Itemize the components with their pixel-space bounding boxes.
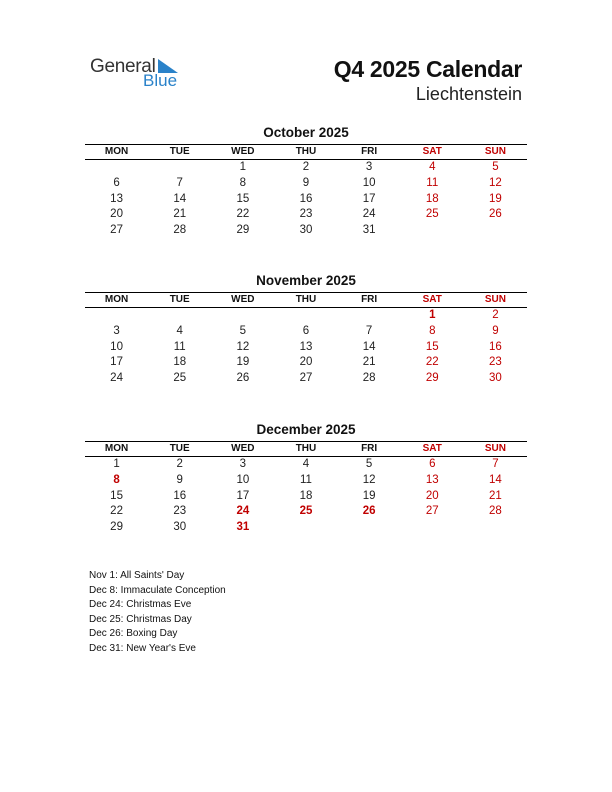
- day-cell: 18: [299, 489, 313, 502]
- weekday-sat: SAT: [422, 294, 442, 305]
- day-cell: 24: [236, 505, 250, 518]
- empty-day-cell: [464, 223, 527, 239]
- day-cell: 24: [110, 372, 123, 385]
- day-cell: 16: [173, 489, 187, 502]
- empty-day-cell: [148, 160, 211, 176]
- weekday-wed: WED: [231, 146, 255, 157]
- day-cell: 26: [236, 372, 250, 385]
- day-cell: 20: [299, 356, 313, 369]
- day-cell: 22: [110, 505, 123, 518]
- weekday-wed: WED: [231, 443, 255, 454]
- week-row: [85, 192, 527, 208]
- empty-day-cell: [85, 308, 148, 324]
- day-cell: 16: [489, 340, 502, 353]
- brand-word-general: General: [90, 56, 156, 77]
- day-cell: 18: [173, 356, 187, 369]
- day-cell: 27: [110, 224, 123, 237]
- week-row: [85, 207, 527, 223]
- day-cell: 28: [489, 505, 502, 518]
- day-cell: 1: [239, 161, 247, 173]
- day-cell: 1: [113, 458, 120, 470]
- weekday-mon: MON: [104, 443, 129, 454]
- day-cell: 13: [299, 340, 313, 353]
- week-row: [85, 308, 527, 324]
- day-cell: 9: [302, 176, 310, 189]
- day-cell: 5: [239, 324, 247, 337]
- day-cell: 5: [492, 161, 499, 173]
- day-cell: 27: [299, 372, 313, 385]
- day-cell: 4: [429, 161, 436, 173]
- day-cell: 18: [425, 192, 439, 205]
- day-cell: 14: [173, 192, 187, 205]
- week-row: [85, 520, 527, 536]
- week-row: [85, 504, 527, 520]
- month-december: [85, 421, 527, 536]
- empty-day-cell: [274, 520, 337, 536]
- empty-day-cell: [338, 308, 401, 324]
- day-cell: 2: [492, 309, 499, 321]
- day-cell: 15: [236, 192, 250, 205]
- weekday-tue: TUE: [169, 294, 190, 305]
- day-cell: 9: [492, 324, 499, 337]
- day-cell: 28: [173, 224, 187, 237]
- weekday-wed: WED: [231, 294, 255, 305]
- day-cell: 3: [239, 458, 247, 470]
- weekday-header-row: [85, 292, 527, 308]
- day-cell: 7: [492, 458, 499, 470]
- week-row: [85, 223, 527, 239]
- weekday-mon: MON: [104, 294, 129, 305]
- month-title: December 2025: [256, 422, 356, 437]
- weekday-mon: MON: [104, 146, 129, 157]
- holiday-list-item: Dec 25: Christmas Day: [89, 613, 192, 625]
- day-cell: 31: [362, 224, 376, 237]
- week-row: [85, 457, 527, 473]
- day-cell: 5: [365, 458, 373, 470]
- day-cell: 4: [302, 458, 310, 470]
- empty-day-cell: [274, 308, 337, 324]
- day-cell: 23: [299, 208, 313, 221]
- holiday-list-item: Dec 31: New Year's Eve: [89, 642, 196, 654]
- empty-day-cell: [211, 308, 274, 324]
- day-cell: 12: [362, 473, 376, 486]
- day-cell: 26: [362, 505, 376, 518]
- day-cell: 30: [299, 224, 313, 237]
- day-cell: 17: [110, 356, 123, 369]
- holiday-list-item: Dec 24: Christmas Eve: [89, 599, 192, 611]
- day-cell: 17: [236, 489, 250, 502]
- day-cell: 8: [113, 473, 120, 486]
- weekday-header-row: [85, 144, 527, 160]
- day-cell: 25: [299, 505, 313, 518]
- day-cell: 15: [110, 489, 123, 502]
- weekday-header-row: [85, 441, 527, 457]
- day-cell: 22: [425, 356, 439, 369]
- day-cell: 10: [236, 473, 250, 486]
- weekday-fri: FRI: [361, 294, 378, 305]
- day-cell: 8: [429, 324, 436, 337]
- day-cell: 2: [302, 161, 310, 173]
- day-cell: 13: [425, 473, 439, 486]
- weekday-thu: THU: [295, 146, 317, 157]
- day-cell: 3: [365, 161, 373, 173]
- empty-day-cell: [85, 160, 148, 176]
- day-cell: 6: [429, 458, 436, 470]
- day-cell: 15: [425, 340, 439, 353]
- day-cell: 8: [239, 176, 247, 189]
- day-cell: 6: [302, 324, 310, 337]
- week-row: [85, 489, 527, 505]
- day-cell: 13: [110, 192, 123, 205]
- day-cell: 22: [236, 208, 250, 221]
- week-row: [85, 176, 527, 192]
- day-cell: 25: [173, 372, 187, 385]
- page-title: Q4 2025 Calendar: [333, 56, 522, 82]
- day-cell: 28: [362, 372, 376, 385]
- day-cell: 24: [362, 208, 376, 221]
- empty-day-cell: [148, 308, 211, 324]
- weekday-sat: SAT: [422, 146, 442, 157]
- day-cell: 26: [489, 208, 502, 221]
- weekday-thu: THU: [295, 443, 317, 454]
- day-cell: 12: [489, 176, 502, 189]
- day-cell: 6: [113, 176, 120, 189]
- day-cell: 21: [173, 208, 187, 221]
- week-row: [85, 324, 527, 340]
- weekday-tue: TUE: [169, 443, 190, 454]
- day-cell: 4: [176, 324, 183, 337]
- empty-day-cell: [401, 223, 464, 239]
- weekday-sun: SUN: [484, 443, 506, 454]
- weekday-sat: SAT: [422, 443, 442, 454]
- day-cell: 25: [425, 208, 439, 221]
- day-cell: 7: [176, 176, 183, 189]
- month-title: October 2025: [263, 125, 349, 140]
- day-cell: 23: [489, 356, 502, 369]
- week-row: [85, 160, 527, 176]
- holiday-list-item: Dec 26: Boxing Day: [89, 628, 178, 640]
- day-cell: 20: [110, 208, 123, 221]
- empty-day-cell: [464, 520, 527, 536]
- day-cell: 11: [173, 340, 186, 353]
- day-cell: 1: [429, 309, 436, 321]
- holiday-list-item: Nov 1: All Saints' Day: [89, 570, 185, 581]
- week-row: [85, 340, 527, 356]
- month-title: November 2025: [256, 273, 356, 288]
- day-cell: 10: [362, 176, 376, 189]
- empty-day-cell: [338, 520, 401, 536]
- day-cell: 2: [176, 458, 183, 470]
- day-cell: 14: [489, 473, 502, 486]
- day-cell: 21: [489, 489, 502, 502]
- day-cell: 29: [236, 224, 250, 237]
- day-cell: 17: [362, 192, 376, 205]
- day-cell: 21: [362, 356, 376, 369]
- day-cell: 14: [362, 340, 376, 353]
- week-row: [85, 371, 527, 387]
- day-cell: 29: [110, 521, 123, 534]
- week-row: [85, 355, 527, 371]
- day-cell: 19: [489, 192, 502, 205]
- day-cell: 19: [236, 356, 250, 369]
- holiday-list-item: Dec 8: Immaculate Conception: [89, 584, 226, 596]
- day-cell: 9: [176, 473, 183, 486]
- day-cell: 3: [113, 324, 120, 337]
- day-cell: 30: [489, 372, 502, 385]
- day-cell: 16: [299, 192, 313, 205]
- empty-day-cell: [401, 520, 464, 536]
- day-cell: 27: [425, 505, 439, 518]
- brand-logo: [90, 56, 200, 96]
- day-cell: 12: [236, 340, 250, 353]
- day-cell: 23: [173, 505, 187, 518]
- day-cell: 10: [110, 340, 123, 353]
- weekday-fri: FRI: [361, 443, 378, 454]
- day-cell: 31: [236, 521, 250, 534]
- week-row: [85, 473, 527, 489]
- country-name: Liechtenstein: [415, 84, 522, 104]
- weekday-sun: SUN: [484, 294, 506, 305]
- weekday-tue: TUE: [169, 146, 190, 157]
- weekday-sun: SUN: [484, 146, 506, 157]
- day-cell: 29: [425, 372, 439, 385]
- holiday-list: [89, 569, 226, 657]
- day-cell: 11: [426, 176, 439, 189]
- month-october: [85, 124, 527, 239]
- weekday-thu: THU: [295, 294, 317, 305]
- day-cell: 11: [300, 473, 312, 486]
- day-cell: 7: [365, 324, 373, 337]
- day-cell: 20: [425, 489, 439, 502]
- month-november: [85, 272, 527, 387]
- weekday-fri: FRI: [361, 146, 378, 157]
- brand-word-blue: Blue: [143, 71, 178, 90]
- day-cell: 30: [173, 521, 187, 534]
- day-cell: 19: [362, 489, 376, 502]
